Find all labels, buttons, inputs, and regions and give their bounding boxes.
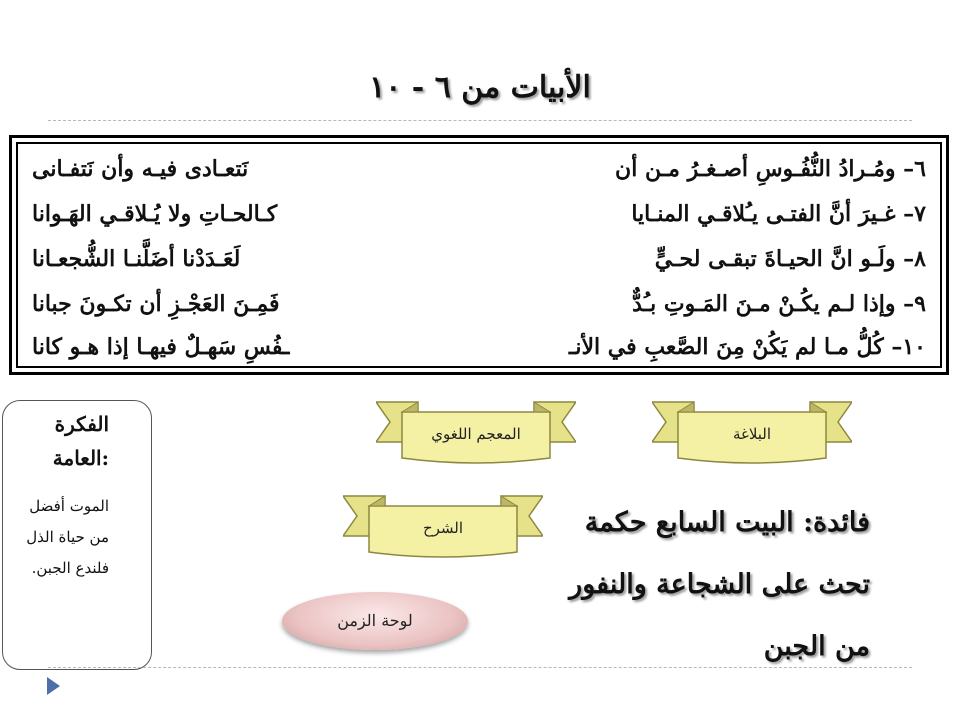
balagha-button[interactable] [652, 398, 852, 470]
verse-7-first-hemistich: ٧– غـيرَ أنَّ الفتـى يـُلاقـي المنـايا [631, 201, 926, 227]
lexicon-button[interactable] [376, 398, 576, 470]
balagha-label: البلاغة [732, 425, 772, 443]
explanation-button[interactable] [343, 492, 543, 564]
play-triangle-icon[interactable] [47, 677, 60, 695]
verse-8-second-hemistich: لَعَـدَدْنا أضَلَّنـا الشُّجعـانا [32, 246, 241, 272]
top-divider [48, 120, 912, 121]
verse-9-second-hemistich: فَمِـنَ العَجْـزِ أن تكـونَ جبانا [32, 291, 280, 317]
bottom-divider [48, 667, 912, 668]
lexicon-label: المعجم اللغوي [431, 425, 521, 443]
verse-10-first-hemistich: ١٠– كُلُّ مـا لم يَكُنْ مِنَ الصَّعبِ في الأنـ [568, 334, 926, 360]
verse-6-second-hemistich: نَتعـادى فيـه وأن نَتفـانى [32, 156, 249, 182]
general-idea-box [2, 400, 152, 670]
poem-table [9, 135, 949, 375]
verse-6-first-hemistich: ٦– ومُـرادُ النُّفُـوسِ أصـغـرُ مـن أن [615, 156, 926, 182]
general-idea-text: الموت أفضل من حياة الذل فلندع الجبن. [26, 497, 109, 577]
benefit-note: فائدة: البيت السابع حكمة تحث على الشجاعة والنفور من الجبن [569, 507, 870, 662]
verse-8-first-hemistich: ٨– ولَـو انَّ الحيـاةَ تبقـى لحـيٍّ [654, 246, 926, 272]
page-title: الأبيات من ٦ - ١٠ [369, 70, 591, 105]
verse-9-first-hemistich: ٩– وإذا لـم يكُـنْ مـنَ المَـوتِ بـُدٌّ [632, 291, 926, 317]
poem-inner-frame [16, 142, 942, 368]
explanation-label: الشرح [422, 519, 464, 537]
verse-10-second-hemistich: ـفُسِ سَهـلٌ فيهـا إذا هـو كانا [32, 334, 290, 360]
verse-7-second-hemistich: كـالحـاتِ ولا يُـلاقـي الهَـوانا [32, 201, 278, 227]
general-idea-title: الفكرة العامة: [52, 412, 109, 470]
time-board-button[interactable]: لوحة الزمن [282, 592, 468, 650]
